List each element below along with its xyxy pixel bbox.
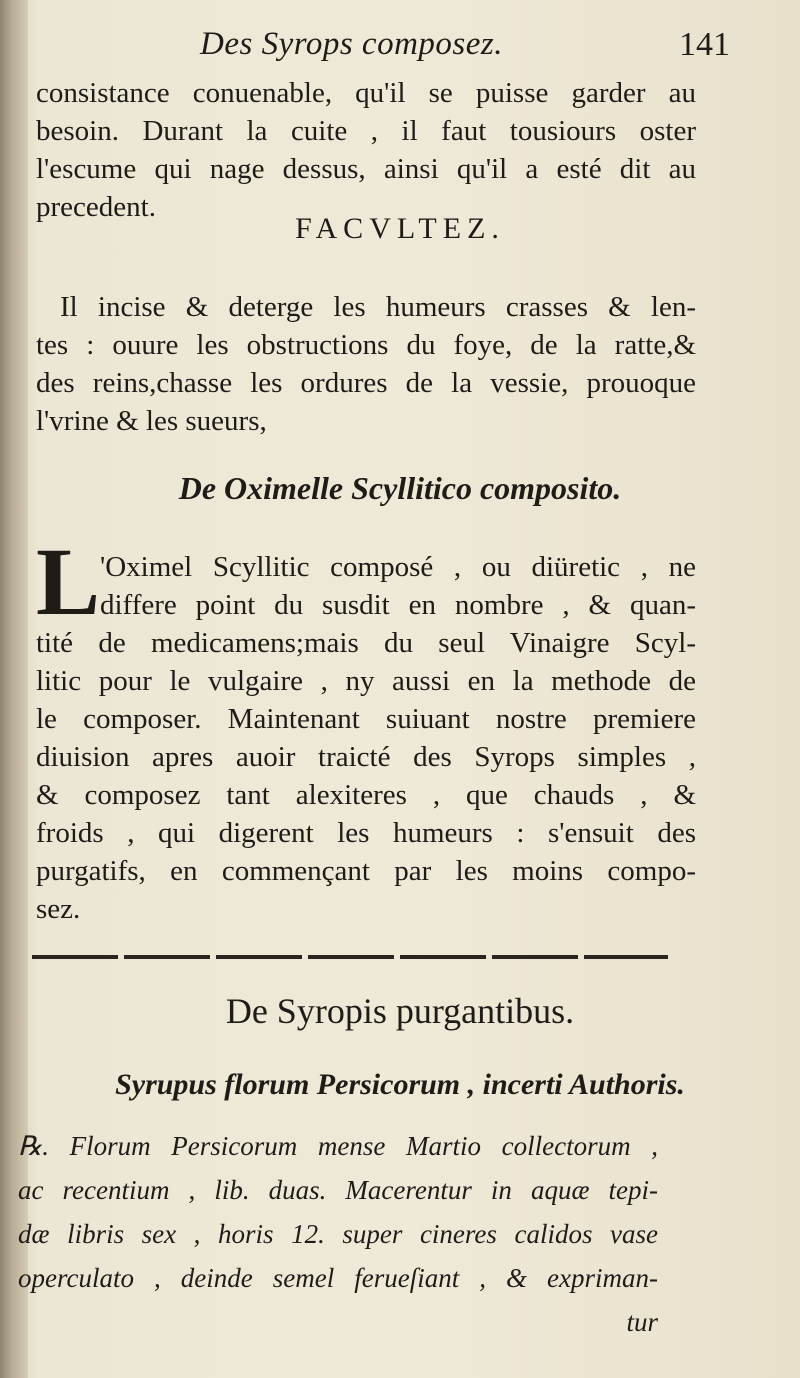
page-header xyxy=(40,26,780,76)
section-heading-facultez: FACVLTEZ. xyxy=(295,212,505,245)
text-line: tes : ouure les obstructions du foye, de la ratte,& xyxy=(36,329,696,361)
drop-cap: L xyxy=(36,528,101,635)
page-number: 141 xyxy=(679,26,730,63)
text-line: ℞. Florum Persicorum mense Martio collectorum , xyxy=(18,1131,658,1161)
text-line: operculato , deinde semel ferueſiant , & expriman- xyxy=(18,1263,658,1293)
paragraph-1 xyxy=(36,74,696,226)
recipe-title: Syrupus florum Persicorum , incerti Authoris. xyxy=(115,1068,685,1101)
text-line: litic pour le vulgaire , ny aussi en la methode de xyxy=(36,665,696,697)
recipe-text xyxy=(18,1124,658,1344)
text-line: 'Oximel Scyllitic composé , ou diüretic , ne xyxy=(100,551,696,583)
section-divider xyxy=(32,955,668,959)
section-heading-syropis: De Syropis purgantibus. xyxy=(225,991,575,1031)
paragraph-3 xyxy=(36,548,696,928)
section-heading-oximelle: De Oximelle Scyllitico composito. xyxy=(178,470,622,506)
text-line: dæ libris sex , horis 12. super cineres calidos vase xyxy=(18,1219,658,1249)
text-line: besoin. Durant la cuite , il faut tousiours oster xyxy=(36,115,696,147)
text-line: des reins,chasse les ordures de la vessie, prouoque xyxy=(36,367,696,399)
text-line: froids , qui digerent les humeurs : s'ensuit des xyxy=(36,817,696,849)
text-line: l'escume qui nage dessus, ainsi qu'il a esté dit au xyxy=(36,153,696,185)
text-line: l'vrine & les sueurs, xyxy=(36,405,267,437)
text-line: & composez tant alexiteres , que chauds , & xyxy=(36,779,696,811)
text-line: le composer. Maintenant suiuant nostre premiere xyxy=(36,703,696,735)
running-head: Des Syrops composez. xyxy=(200,26,503,62)
text-line: purgatifs, en commençant par les moins compo- xyxy=(36,855,696,887)
text-line: diuision apres auoir traicté des Syrops simples , xyxy=(36,741,696,773)
text-line: consistance conuenable, qu'il se puisse garder au xyxy=(36,77,696,109)
text-line: tité de medicamens;mais du seul Vinaigre Scyl- xyxy=(36,627,696,659)
catchword: tur xyxy=(626,1307,658,1337)
text-line: sez. xyxy=(36,893,81,925)
paragraph-2 xyxy=(36,288,696,440)
text-line: Il incise & deterge les humeurs crasses & len- xyxy=(60,291,696,323)
text-line: differe point du susdit en nombre , & quan- xyxy=(100,589,696,621)
text-line: ac recentium , lib. duas. Macerentur in aquæ tepi- xyxy=(18,1175,658,1205)
text-line: precedent. xyxy=(36,191,156,223)
